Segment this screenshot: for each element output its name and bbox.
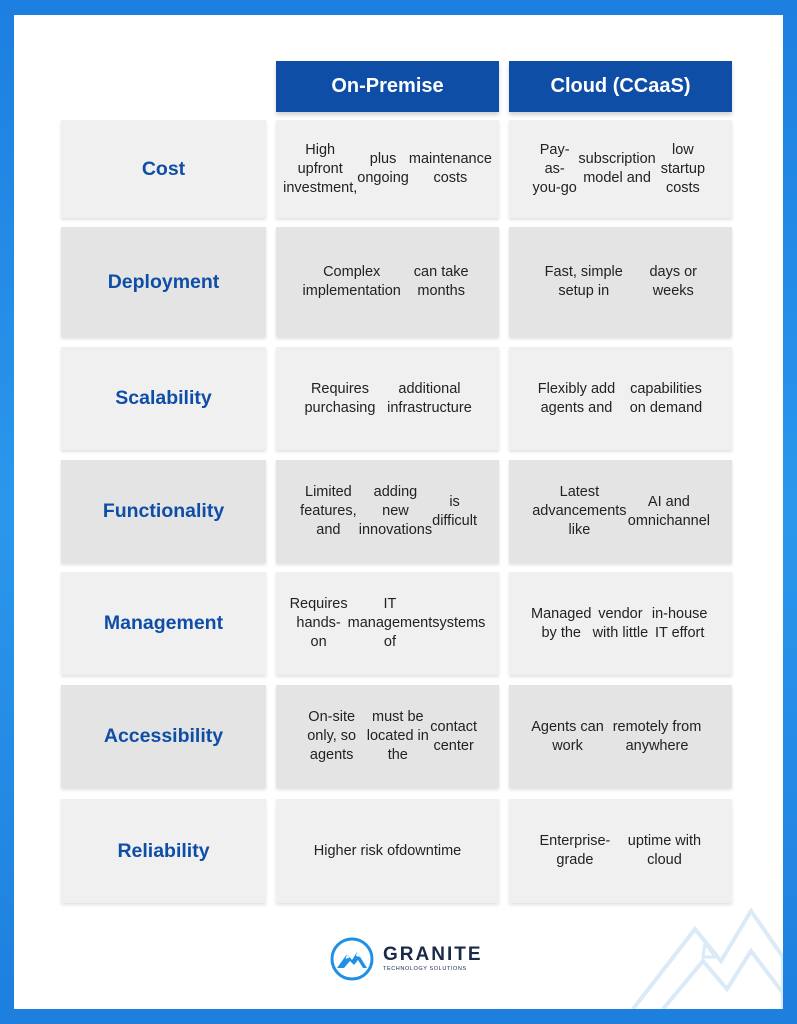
table-row xyxy=(14,460,783,563)
header-cloud: Cloud (CCaaS) xyxy=(509,61,732,112)
reliability-cloud: Enterprise-grade uptime with cloud xyxy=(509,799,732,903)
row-label-management: Management xyxy=(61,572,266,675)
management-cloud: Managed by the vendor with little in-house IT effort xyxy=(509,572,732,675)
row-label-scalability: Scalability xyxy=(61,347,266,450)
row-label-cost: Cost xyxy=(61,120,266,218)
table-row xyxy=(14,572,783,675)
row-label-accessibility: Accessibility xyxy=(61,685,266,788)
row-label-functionality: Functionality xyxy=(61,460,266,563)
accessibility-on-premise: On-site only, so agents must be located in the contact center xyxy=(276,685,499,788)
mountain-watermark-icon xyxy=(623,889,783,1009)
cost-cloud: Pay-as-you-go subscription model and low startup costs xyxy=(509,120,732,218)
row-label-reliability: Reliability xyxy=(61,799,266,903)
accessibility-cloud: Agents can work remotely from anywhere xyxy=(509,685,732,788)
cost-on-premise: High upfront investment, plus ongoing maintenance costs xyxy=(276,120,499,218)
table-row xyxy=(14,685,783,788)
brand-tagline: TECHNOLOGY SOLUTIONS xyxy=(383,966,467,972)
header-on-premise: On-Premise xyxy=(276,61,499,112)
mountain-logo-icon xyxy=(330,937,374,981)
deployment-cloud: Fast, simple setup in days or weeks xyxy=(509,227,732,337)
brand-logo xyxy=(330,937,483,981)
table-row xyxy=(14,120,783,218)
deployment-on-premise: Complex implementation can take months xyxy=(276,227,499,337)
table-row xyxy=(14,347,783,450)
row-label-deployment: Deployment xyxy=(61,227,266,337)
scalability-on-premise: Requires purchasing additional infrastructure xyxy=(276,347,499,450)
functionality-cloud: Latest advancements like AI and omnichannel xyxy=(509,460,732,563)
table-row xyxy=(14,799,783,903)
comparison-sheet xyxy=(14,15,783,1009)
reliability-on-premise: Higher risk of downtime xyxy=(276,799,499,903)
management-on-premise: Requires hands-on IT management of systems xyxy=(276,572,499,675)
scalability-cloud: Flexibly add agents and capabilities on demand xyxy=(509,347,732,450)
functionality-on-premise: Limited features, and adding new innovations is difficult xyxy=(276,460,499,563)
table-row xyxy=(14,227,783,337)
brand-name: GRANITE xyxy=(383,944,483,965)
